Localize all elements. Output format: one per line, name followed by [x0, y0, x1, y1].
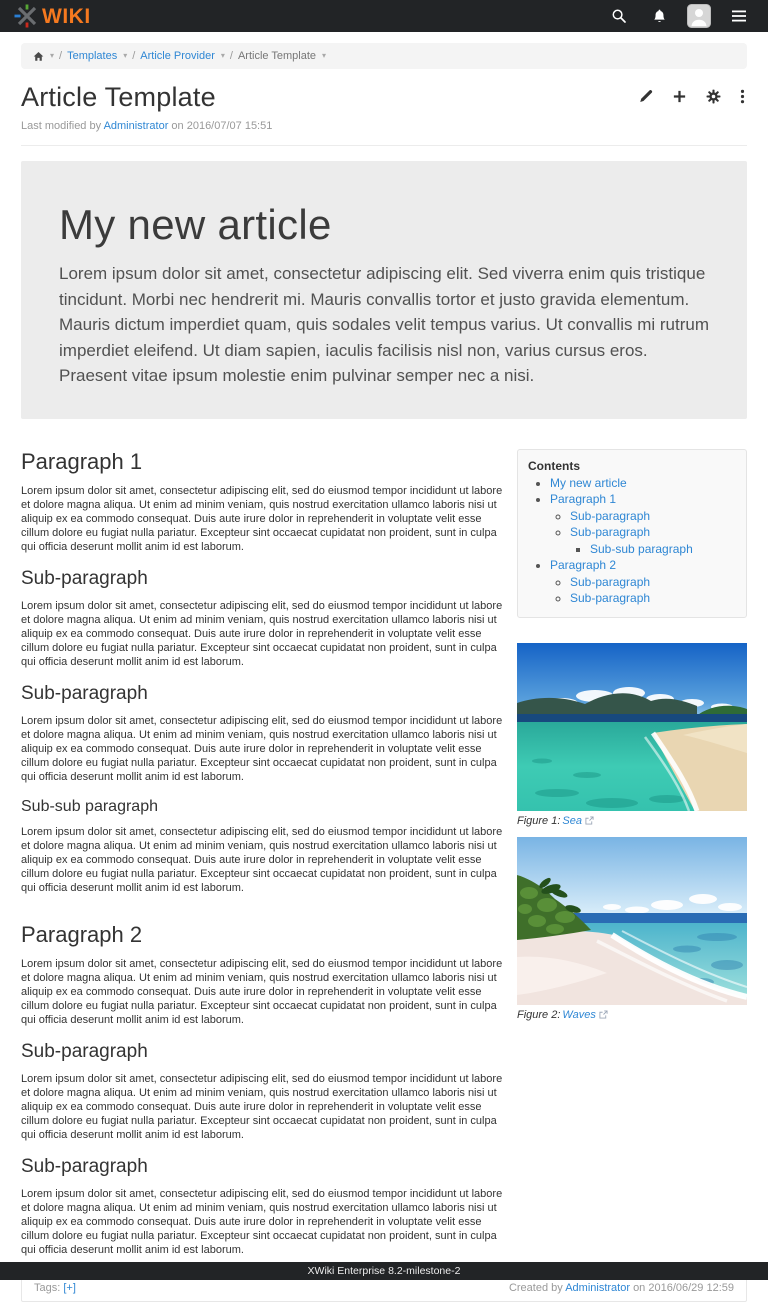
breadcrumb-item-templates[interactable]: Templates	[67, 50, 118, 62]
section-heading: Paragraph 1	[21, 448, 143, 474]
figure-waves	[517, 837, 747, 1021]
external-link-icon	[585, 816, 594, 825]
version-text: XWiki Enterprise 8.2-milestone-2	[307, 1265, 461, 1277]
section-heading: Sub-paragraph	[21, 567, 148, 589]
xwiki-logo[interactable]	[14, 4, 91, 28]
article-hero	[21, 161, 747, 419]
kebab-menu-icon	[740, 89, 745, 104]
section-heading: Sub-paragraph	[21, 682, 148, 704]
section-paragraph: Lorem ipsum dolor sit amet, consectetur adipiscing elit, sed do eiusmod tempor incididunt ut labore et dolore magna aliqua. Ut enim ad minim veniam, quis nostrud exercitation ullamco laboris nisi ut aliquip ex ea commodo consequat. Duis aute irure dolor in reprehenderit in voluptate velit esse cillum dolore eu fugiat nulla pariatur. Excepteur sint occaecat cupidatat non proident, sunt in culpa qui officia deserunt mollit anim id est laborum.	[21, 714, 503, 784]
toc-link-paragraph-2[interactable]: Paragraph 2	[550, 558, 617, 572]
modified-user-link[interactable]: Administrator	[103, 120, 169, 132]
section-paragraph: Lorem ipsum dolor sit amet, consectetur adipiscing elit, sed do eiusmod tempor incididunt ut labore et dolore magna aliqua. Ut enim ad minim veniam, quis nostrud exercitation ullamco laboris nisi ut aliquip ex ea commodo consequat. Duis aute irure dolor in reprehenderit in voluptate velit esse cillum dolore eu fugiat nulla pariatur. Excepteur sint occaecat cupidatat non proident, sunt in culpa qui officia deserunt mollit anim id est laborum.	[21, 1187, 503, 1257]
created-info	[509, 1282, 734, 1294]
external-link-icon	[599, 1010, 608, 1019]
section-paragraph: Lorem ipsum dolor sit amet, consectetur adipiscing elit, sed do eiusmod tempor incididunt ut labore et dolore magna aliqua. Ut enim ad minim veniam, quis nostrud exercitation ullamco laboris nisi ut aliquip ex ea commodo consequat. Duis aute irure dolor in reprehenderit in voluptate velit esse cillum dolore eu fugiat nulla pariatur. Excepteur sint occaecat cupidatat non proident, sunt in culpa qui officia deserunt mollit anim id est laborum.	[21, 957, 503, 1027]
pencil-icon	[638, 89, 653, 104]
more-actions-button[interactable]	[740, 89, 745, 104]
bell-icon	[652, 8, 667, 24]
last-modified-info	[21, 120, 747, 132]
search-icon	[611, 8, 627, 24]
figure-sea-link[interactable]: Sea	[562, 814, 582, 827]
top-navigation-bar	[0, 0, 768, 32]
section-heading: Sub-paragraph	[21, 1155, 148, 1177]
search-button[interactable]	[604, 3, 634, 29]
breadcrumb-separator: /	[132, 50, 136, 62]
toc-item	[570, 574, 736, 591]
plus-icon	[672, 89, 687, 104]
toc-link-sub-paragraph[interactable]: Sub-paragraph	[570, 591, 651, 605]
breadcrumb-caret[interactable]: ▾	[50, 51, 55, 60]
section-paragraph: Lorem ipsum dolor sit amet, consectetur adipiscing elit, sed do eiusmod tempor incididunt ut labore et dolore magna aliqua. Ut enim ad minim veniam, quis nostrud exercitation ullamco laboris nisi ut aliquip ex ea commodo consequat. Duis aute irure dolor in reprehenderit in voluptate velit esse cillum dolore eu fugiat nulla pariatur. Excepteur sint occaecat cupidatat non proident, sunt in culpa qui officia deserunt mollit anim id est laborum.	[21, 825, 503, 895]
section-paragraph: Lorem ipsum dolor sit amet, consectetur adipiscing elit, sed do eiusmod tempor incididunt ut labore et dolore magna aliqua. Ut enim ad minim veniam, quis nostrud exercitation ullamco laboris nisi ut aliquip ex ea commodo consequat. Duis aute irure dolor in reprehenderit in voluptate velit esse cillum dolore eu fugiat nulla pariatur. Excepteur sint occaecat cupidatat non proident, sunt in culpa qui officia deserunt mollit anim id est laborum.	[21, 1072, 503, 1142]
toc-link-sub-paragraph[interactable]: Sub-paragraph	[570, 574, 651, 589]
home-icon	[33, 51, 44, 62]
toc-item	[570, 508, 736, 525]
toc-item	[550, 491, 736, 557]
tags-label: Tags:	[34, 1281, 61, 1294]
user-profile-button[interactable]	[684, 3, 714, 29]
article-body	[21, 427, 505, 1258]
toc-title: Contents	[528, 458, 580, 473]
toc-link-paragraph-1[interactable]: Paragraph 1	[550, 492, 617, 506]
figure-caption-prefix: Figure 2:	[517, 1008, 561, 1021]
edit-button[interactable]	[638, 89, 653, 104]
header-divider	[21, 145, 747, 146]
article-lead: Lorem ipsum dolor sit amet, consectetur adipiscing elit. Sed viverra enim quis tristique tincidunt. Morbi nec hendrerit mi. Mauris convallis tortor et justo gravida elementum. Mauris dictum imperdiet quam, quis sodales velit tempus varius. Ut convallis mi rutrum imperdiet eleifend. Ut diam sapien, iaculis facilisis nisl non, varius cursus eros. Praesent vitae ipsum molestie enim pulvinar semper nec a nisi.	[59, 264, 710, 385]
breadcrumb	[21, 43, 747, 69]
sidebar-column	[517, 427, 747, 1258]
avatar	[687, 4, 711, 28]
version-footer-bar	[0, 1262, 768, 1280]
breadcrumb-separator: /	[229, 50, 233, 62]
section-heading: Sub-sub paragraph	[21, 797, 158, 815]
toc-link-my-new-article[interactable]: My new article	[550, 475, 627, 490]
created-prefix: Created by	[508, 1281, 563, 1294]
toc-item	[570, 524, 736, 557]
breadcrumb-item-current: Article Template	[237, 50, 317, 62]
figure-waves-link[interactable]: Waves	[562, 1008, 596, 1021]
toc-item	[550, 557, 736, 607]
modified-suffix: on 2016/07/07 15:51	[171, 120, 273, 132]
notifications-button[interactable]	[644, 3, 674, 29]
breadcrumb-caret[interactable]: ▾	[322, 51, 327, 60]
created-user-link[interactable]: Administrator	[565, 1281, 630, 1294]
settings-button[interactable]	[706, 89, 721, 104]
sea-photo	[517, 643, 747, 811]
xwiki-logo-x-icon	[14, 4, 40, 28]
breadcrumb-separator: /	[59, 50, 63, 62]
tags-section	[34, 1282, 76, 1294]
section-heading: Paragraph 2	[21, 921, 143, 947]
toc-item	[570, 590, 736, 607]
toc-link-sub-paragraph[interactable]: Sub-paragraph	[570, 525, 651, 539]
article-title: My new article	[59, 201, 332, 248]
created-suffix: on 2016/06/29 12:59	[633, 1281, 734, 1294]
drawer-menu-button[interactable]	[724, 3, 754, 29]
breadcrumb-item-article-provider[interactable]: Article Provider	[140, 50, 215, 62]
breadcrumb-home-link[interactable]	[33, 51, 44, 62]
waves-photo	[517, 837, 747, 1005]
toc-link-sub-sub-paragraph[interactable]: Sub-sub paragraph	[590, 541, 693, 556]
section-paragraph: Lorem ipsum dolor sit amet, consectetur adipiscing elit, sed do eiusmod tempor incididunt ut labore et dolore magna aliqua. Ut enim ad minim veniam, quis nostrud exercitation ullamco laboris nisi ut aliquip ex ea commodo consequat. Duis aute irure dolor in reprehenderit in voluptate velit esse cillum dolore eu fugiat nulla pariatur. Excepteur sint occaecat cupidatat non proident, sunt in culpa qui officia deserunt mollit anim id est laborum.	[21, 599, 503, 669]
hamburger-menu-icon	[732, 10, 746, 22]
figure-caption-prefix: Figure 1:	[517, 814, 561, 827]
xwiki-logo-text: WIKI	[42, 4, 91, 28]
section-paragraph: Lorem ipsum dolor sit amet, consectetur adipiscing elit, sed do eiusmod tempor incididunt ut labore et dolore magna aliqua. Ut enim ad minim veniam, quis nostrud exercitation ullamco laboris nisi ut aliquip ex ea commodo consequat. Duis aute irure dolor in reprehenderit in voluptate velit esse cillum dolore eu fugiat nulla pariatur. Excepteur sint occaecat cupidatat non proident, sunt in culpa qui officia deserunt mollit anim id est laborum.	[21, 484, 503, 554]
gear-icon	[706, 89, 721, 104]
table-of-contents-panel	[517, 449, 747, 618]
figure-sea	[517, 643, 747, 827]
add-tag-link[interactable]: [+]	[63, 1281, 76, 1294]
breadcrumb-caret[interactable]: ▾	[220, 51, 225, 60]
add-button[interactable]	[672, 89, 687, 104]
toc-link-sub-paragraph[interactable]: Sub-paragraph	[570, 508, 651, 523]
breadcrumb-caret[interactable]: ▾	[123, 51, 128, 60]
toc-item	[550, 475, 736, 492]
section-heading: Sub-paragraph	[21, 1040, 148, 1062]
page-title: Article Template	[21, 82, 216, 112]
modified-prefix: Last modified by	[21, 120, 102, 132]
toc-item	[590, 541, 736, 558]
